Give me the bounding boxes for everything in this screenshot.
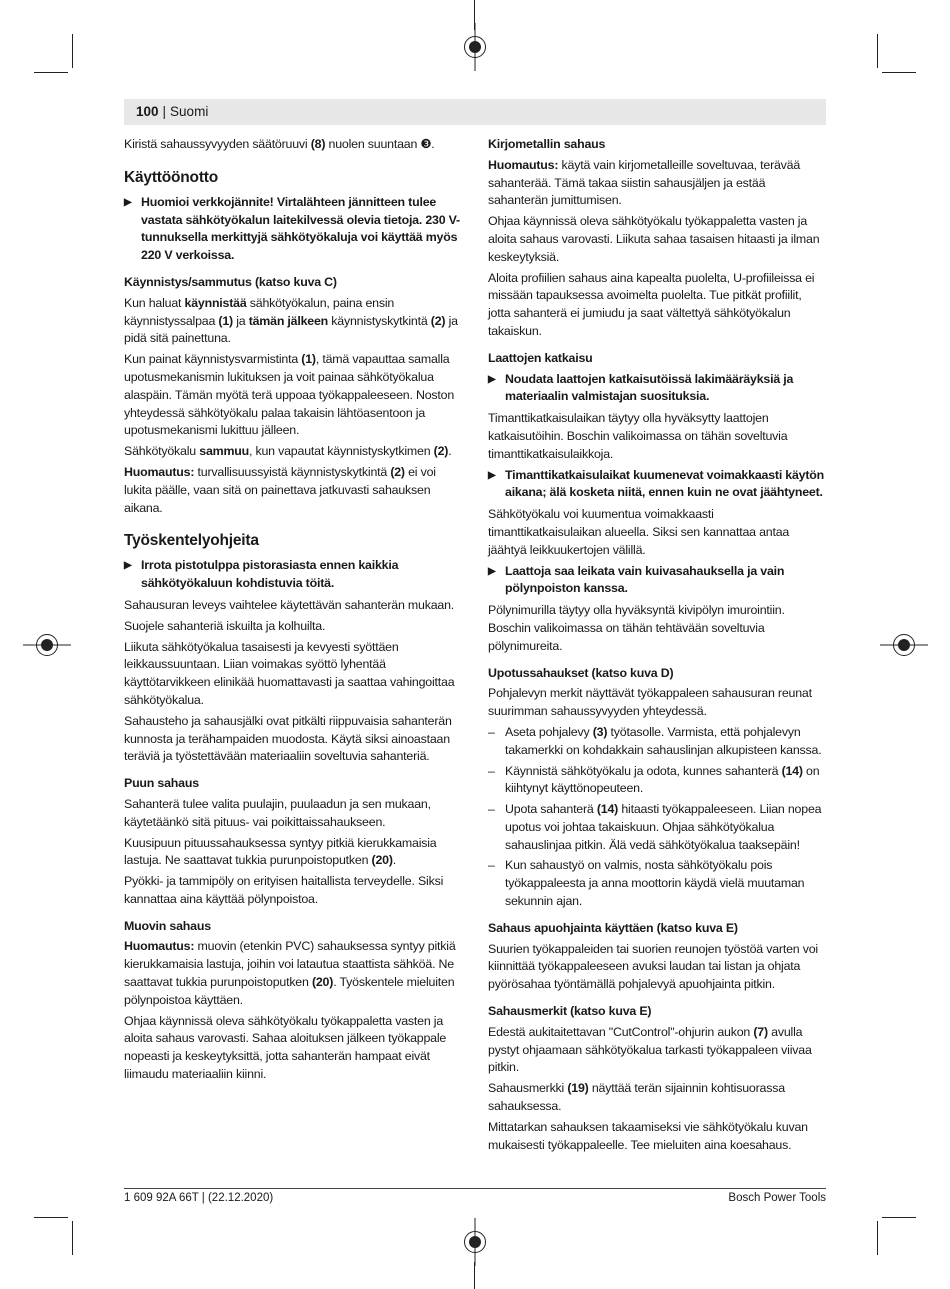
subsection-heading: Muovin sahaus [124,918,211,933]
page-header [136,104,208,119]
paragraph: Sähkötyökalu voi kuumentua voimakkaasti timanttikatkaisulaikan alueella. Siksi sen kannattaa antaa jäähtyä leikkuukertojen välillä. [488,507,790,557]
paragraph: Liikuta sähkötyökalua tasaisesti ja kevyesti syöttäen leikkaussuuntaan. Liian voimakas syöttö lyhentää käyttötarvikkeen elinikää huomattavasti ja saattaa vahingoittaa sähkötyökalua. [124,639,455,707]
paragraph: Sahausteho ja sahausjälki ovat pitkälti riippuvaisia sahanterän kunnosta ja terähampaiden muodosta. Käytä siksi ainoastaan teräviä ja työstettävään materiaaliin soveltuvia sahanteriä. [124,713,452,764]
paragraph: Sahausuran leveys vaihtelee käytettävän sahanterän mukaan. [124,597,455,612]
crop-mark [877,34,878,68]
section-heading: Käyttöönotto [124,168,219,186]
arrow-icon: ▶ [488,469,496,481]
page-header-band [124,99,826,125]
arrow-icon: ▶ [124,560,132,572]
registration-mark-icon [464,1231,486,1253]
paragraph: Ohjaa käynnissä oleva sähkötyökalu työkappaletta vasten ja aloita sahaus varovasti. Liikuta sahaa tasaisen hitaasti ja ilman keskeytyksiä. [488,214,820,264]
crop-mark [474,1262,475,1289]
paragraph: Huomautus: turvallisuussyistä käynnistyskytkintä (2) ei voi lukita päälle, vaan sitä on painettava jatkuvasti sahauksen aikana. [124,464,436,515]
paragraph: Suojele sahanteriä iskuilta ja kolhuilta. [124,618,326,633]
paragraph: Huomautus: käytä vain kirjometalleille soveltuvaa, terävää sahanterää. Tämä takaa siistin sahausjäljen ja estää sahanterän jumittumisen. [488,157,801,208]
paragraph: Pölynimurilla täytyy olla hyväksyntä kivipölyn imurointiin. Boschin valikoimassa on tähän tehtävään soveltuvia pölynimureita. [488,603,785,653]
list-item: – Käynnistä sähkötyökalu ja odota, kunnes sahanterä (14) on kiihtynyt käyttönopeuteen. [488,763,820,796]
crop-mark [72,34,73,68]
paragraph: Sahausmerkki (19) näyttää terän sijainnin kohtisuorassa sahauksessa. [488,1081,785,1114]
paragraph: Sahanterä tulee valita puulajin, puulaadun ja sen mukaan, käytetäänkö sitä pituus- vai poikittaissahaukseen. [124,796,431,829]
crop-mark [34,72,68,73]
section-heading: Työskentelyohjeita [124,532,259,550]
subsection-heading: Sahaus apuohjainta käyttäen (katso kuva E) [488,920,738,935]
registration-mark-icon [464,36,486,58]
paragraph: Kun painat käynnistysvarmistinta (1), tämä vapauttaa samalla upotusmekanismin lukituksen ja voit painaa sähkötyökalua alaspäin. Tämän myötä terä uppoaa työkappaleeseen. Noston yhteydessä sähkötyökalu palaa takaisin lähtöasentoon ja upotusmekanismi lukittuu jälleen. [124,352,455,438]
subsection-heading: Laattojen katkaisu [488,350,593,365]
footer-brand: Bosch Power Tools [728,1192,826,1204]
dash-bullet: – [488,763,495,778]
paragraph: Timanttikatkaisulaikan täytyy olla hyväksytty laattojen katkaisutöihin. Boschin valikoimassa on tähän soveltuvia timanttikatkaisulaikkoja. [488,411,788,461]
arrow-icon: ▶ [124,196,132,208]
crop-mark [882,72,916,73]
paragraph: Pohjalevyn merkit näyttävät työkappaleen sahausuran reunat suurimman sahaussyvyyden yhteydessä. [488,686,812,719]
paragraph: Pyökki- ja tammipöly on erityisen haitallista terveydelle. Siksi kannattaa aina käyttää pölynpoistoa. [124,874,444,906]
paragraph: Sähkötyökalu sammuu, kun vapautat käynnistyskytkimen (2). [124,444,452,459]
list-item: – Kun sahaustyö on valmis, nosta sähkötyökalu pois työkappaleesta ja anna moottorin käydä vielä muutaman sekunnin ajan. [488,858,805,909]
warning-item: ▶ Laattoja saa leikata vain kuivasahauksella ja vain pölynpoiston kanssa. [488,563,785,596]
registration-mark-icon [36,634,58,656]
registration-mark-icon [893,634,915,656]
warning-item: ▶ Huomioi verkkojännite! Virtalähteen jännitteen tulee vastata sähkötyökalun laitekilvessä olevia tietoja. 230 V-tunnuksella merkittyjä sähkötyökaluja voi käyttää myös 220 V verkoissa. [124,194,460,263]
crop-mark [34,1217,68,1218]
paragraph: Kiristä sahaussyvyyden säätöruuvi (8) nuolen suuntaan ❸. [124,137,435,151]
warning-item: ▶ Irrota pistotulppa pistorasiasta ennen kaikkia sähkötyökaluun kohdistuvia töitä. [124,558,399,591]
subsection-heading: Sahausmerkit (katso kuva E) [488,1004,652,1019]
paragraph: Suurien työkappaleiden tai suorien reunojen työstöä varten voi kiinnittää työkappaleeseen avuksi laudan tai listan ja ohjata pyörösahaa työntämällä pohjalevyä apuohjainta pitkin. [488,941,818,992]
paragraph: Kuusipuun pituussahauksessa syntyy pitkiä kierukkamaisia lastuja. Ne saattavat tukkia purunpoistoputken (20). [124,835,437,868]
arrow-icon: ▶ [488,565,496,577]
paragraph: Ohjaa käynnissä oleva sähkötyökalu työkappaletta vasten ja aloita sahaus varovasti. Sahaa aloituksen jälkeen työkappale nopeasti ja keskeytyksittä, jotta sahanterän hampaat eivät liimaudu materiaaliin kiinni. [124,1013,447,1082]
left-column [124,136,462,1087]
footer-rule [124,1188,826,1189]
paragraph: Kun haluat käynnistää sähkötyökalun, paina ensin käynnistyssalpaa (1) ja tämän jälkeen käynnistyskytkintä (2) ja pidä sitä painettuna. [124,295,458,346]
arrow-icon: ▶ [488,373,496,385]
footer-document-id: 1 609 92A 66T | (22.12.2020) [124,1192,274,1204]
crop-mark [882,1217,916,1218]
header-separator: | [162,104,167,119]
paragraph: Mittatarkan sahauksen takaamiseksi vie sähkötyökalu kuvan mukaisesti työkappaleelle. Tee mieluiten aina koesahaus. [488,1119,808,1152]
warning-item: ▶ Noudata laattojen katkaisutöissä lakimääräyksiä ja materiaalin valmistajan suosituksia. [488,371,794,404]
subsection-heading: Puun sahaus [124,776,199,791]
dash-bullet: – [488,802,495,817]
paragraph: Edestä aukitaitettavan "CutControl"-ohjurin aukon (7) avulla pystyt ohjaamaan sähkötyökalua tarkasti työkappaleen viivaa pitkin. [488,1024,812,1075]
dash-bullet: – [488,724,495,739]
dash-bullet: – [488,858,495,873]
crop-mark [72,1221,73,1255]
list-item: – Aseta pohjalevy (3) työtasolle. Varmista, että pohjalevyn takamerkki on kohdakkain sahauslinjan alkupisteen kanssa. [488,724,822,757]
list-item: – Upota sahanterä (14) hitaasti työkappaleeseen. Liian nopea upotus voi johtaa takaiskuun. Ohjaa sähkötyökalua sahauslinjaa pitkin. Älä vedä sähkötyökalua taaksepäin! [488,802,822,852]
crop-mark [877,1221,878,1255]
right-column [488,136,826,1157]
page-number: 100 [136,104,159,119]
paragraph: Aloita profiilien sahaus aina kapealta puolelta, U-profiileissa ei missään tapauksessa avoimelta puolelta. Tue pitkät profiilit, jotta sahanterä ei jumiudu ja saat vältettyä sähkötyökalun takaiskun. [488,270,815,338]
subsection-heading: Upotussahaukset (katso kuva D) [488,665,674,680]
warning-item: ▶ Timanttikatkaisulaikat kuumenevat voimakkaasti käytön aikana; älä kosketa niitä, ennen kuin ne ovat jäähtyneet. [488,467,825,500]
paragraph: Huomautus: muovin (etenkin PVC) sahauksessa syntyy pitkiä kierukkamaisia lastuja, joihin voi latautua staattista sähköä. Ne saattavat tukkia purunpoistoputken (20). Työskentele mieluiten pölynpoistoa käyttäen. [124,939,456,1007]
header-language: Suomi [170,104,209,119]
subsection-heading: Käynnistys/sammutus (katso kuva C) [124,274,337,289]
subsection-heading: Kirjometallin sahaus [488,137,606,151]
